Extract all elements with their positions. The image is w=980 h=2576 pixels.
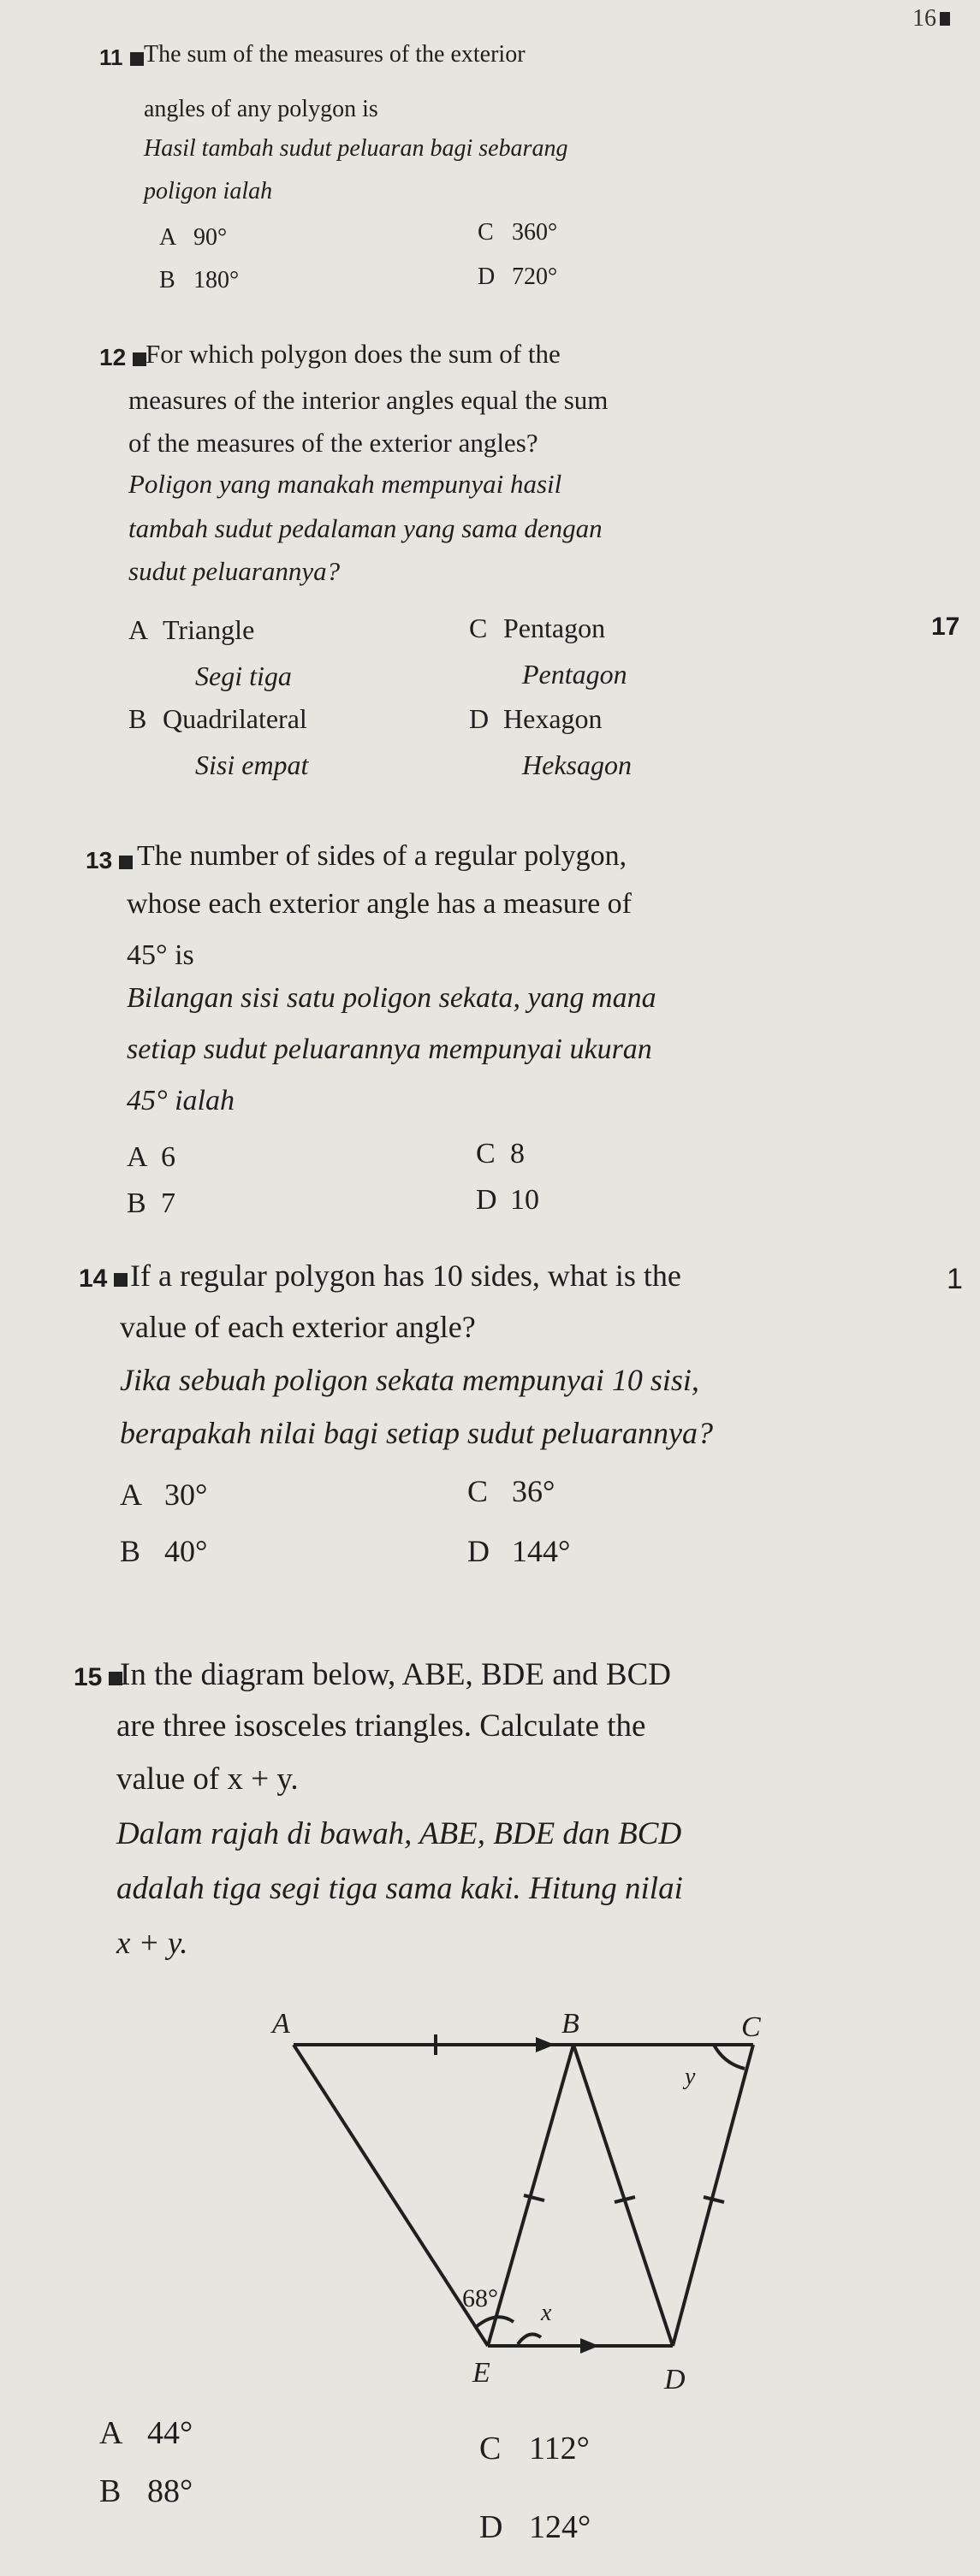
label-68: 68° [462,2284,498,2312]
question-text-ms: 45° ialah [127,1085,235,1116]
question-number: 12 [99,344,146,371]
option-a-ms: Segi tiga [195,660,292,691]
label-b: B [561,2008,579,2040]
arrow-ed [580,2338,599,2354]
question-text-ms: Hasil tambah sudut peluaran bagi sebarang [144,135,568,162]
segment-bd [573,2045,673,2346]
question-text-en: angles of any polygon is [144,96,378,122]
question-text-en: The sum of the measures of the exterior [144,41,526,68]
question-text-en: value of x + y. [116,1762,299,1797]
option-b[interactable]: B Quadrilateral [128,703,307,734]
option-a[interactable]: A 90° [159,224,228,251]
tick-be [524,2195,544,2200]
question-text-en: For which polygon does the sum of the [146,339,561,369]
option-b[interactable]: B 7 [127,1187,175,1219]
option-a[interactable]: A 44° [99,2415,193,2451]
option-b[interactable]: B 88° [99,2473,193,2509]
option-c[interactable]: C 8 [476,1138,525,1170]
question-text-en: In the diagram below, ABE, BDE and BCD [120,1657,671,1692]
label-e: E [472,2357,490,2389]
question-text-en: measures of the interior angles equal the sum [128,385,609,415]
question-text-ms: tambah sudut pedalaman yang sama dengan [128,513,603,543]
option-b-ms: Sisi empat [195,749,309,780]
question-text-en: The number of sides of a regular polygon, [137,840,627,872]
question-text-ms: poligon ialah [144,178,273,204]
label-c: C [741,2011,761,2043]
option-d-ms: Heksagon [522,749,632,780]
question-text-en: are three isosceles triangles. Calculate the [116,1708,646,1744]
angle-y-arc [714,2045,745,2069]
question-text-ms: berapakah nilai bagi setiap sudut peluarannya? [120,1416,713,1450]
option-a[interactable]: A 6 [127,1141,175,1173]
question-text-ms: Bilangan sisi satu poligon sekata, yang mana [127,982,656,1014]
option-d[interactable]: D 10 [476,1184,539,1216]
option-c[interactable]: C 112° [479,2431,590,2466]
question-number: 11 [99,44,144,71]
arrow-ab [536,2037,555,2052]
option-c[interactable]: C 36° [467,1474,555,1508]
question-text-en: If a regular polygon has 10 sides, what is the [130,1258,681,1293]
label-y: y [685,2064,696,2090]
option-a[interactable]: A 30° [120,1477,208,1512]
question-text-ms: adalah tiga segi tiga sama kaki. Hitung nilai [116,1871,683,1906]
side-number: 17 [931,613,960,641]
label-d: D [664,2364,686,2395]
option-d[interactable]: D 124° [479,2509,591,2545]
side-number: 1 [947,1263,963,1295]
option-c-ms: Pentagon [522,659,627,690]
option-d[interactable]: D 720° [478,264,558,290]
question-text-en: value of each exterior angle? [120,1310,476,1344]
question-text-ms: sudut peluarannya? [128,556,341,586]
question-number: 15 [74,1663,122,1692]
question-text-ms: x + y. [116,1926,188,1961]
option-b[interactable]: B 40° [120,1534,208,1568]
question-number: 13 [86,847,133,874]
question-text-ms: Poligon yang manakah mempunyai hasil [128,469,562,499]
question-text-en: 45° is [127,939,194,971]
question-text-en: whose each exterior angle has a measure of [127,888,633,920]
option-b[interactable]: B 180° [159,267,240,293]
option-c[interactable]: C 360° [478,219,558,246]
option-d[interactable]: D Hexagon [469,703,603,734]
label-x: x [541,2300,552,2326]
question-text-ms: Dalam rajah di bawah, ABE, BDE dan BCD [116,1816,682,1851]
segment-ae [294,2045,488,2346]
question-text-en: of the measures of the exterior angles? [128,428,538,458]
question-number: 14 [79,1264,128,1294]
page-number: 16 [912,5,950,33]
option-a[interactable]: A Triangle [128,614,255,645]
option-d[interactable]: D 144° [467,1534,571,1568]
angle-x-arc [518,2334,541,2344]
question-text-ms: Jika sebuah poligon sekata mempunyai 10 sisi, [120,1363,699,1397]
question-text-ms: setiap sudut peluarannya mempunyai ukuran [127,1033,652,1065]
label-a: A [272,2008,290,2040]
option-c[interactable]: C Pentagon [469,613,606,643]
